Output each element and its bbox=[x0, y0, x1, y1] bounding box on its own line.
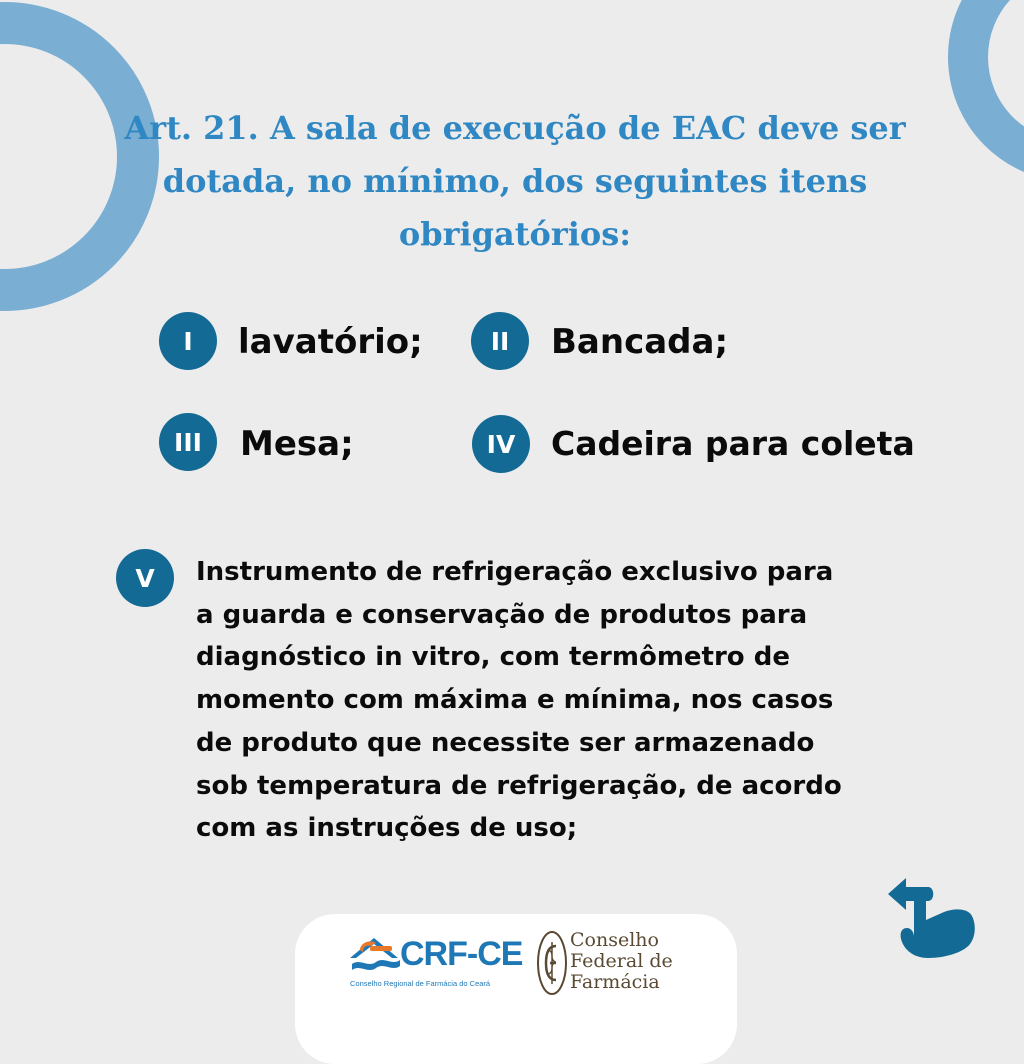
numeral-badge-i: I bbox=[159, 312, 217, 370]
crf-house-icon bbox=[346, 934, 402, 978]
numeral-badge-ii: II bbox=[471, 312, 529, 370]
article-title: Art. 21. A sala de execução de EAC deve ser dotada, no mínimo, dos seguintes itens obrigatórios: bbox=[124, 109, 906, 253]
item-cadeira: Cadeira para coleta bbox=[551, 424, 915, 463]
cff-name: Conselho Federal de Farmácia bbox=[570, 929, 673, 993]
numeral-badge-v: V bbox=[116, 549, 174, 607]
numeral-badge-iii: III bbox=[159, 413, 217, 471]
swipe-left-hand-icon bbox=[884, 872, 978, 960]
numeral-badge-iv: IV bbox=[472, 415, 530, 473]
cff-emblem-icon bbox=[536, 930, 568, 996]
decorative-ring-right bbox=[948, 0, 1024, 182]
crf-ce-logo bbox=[346, 932, 523, 992]
item-v-text: Instrumento de refrigeração exclusivo para a guarda e conservação de produtos para diagnóstico in vitro, com termômetro de momento com máxima e mínima, nos casos de produto que necessite ser armazenado sob temperatura de refrigeração, de acordo com as instruções de uso; bbox=[196, 557, 842, 844]
item-lavatorio: lavatório; bbox=[238, 322, 423, 362]
item-bancada: Bancada; bbox=[551, 322, 729, 362]
crf-ce-subtitle: Conselho Regional de Farmácia do Ceará bbox=[350, 979, 491, 988]
crf-ce-name: CRF-CE bbox=[400, 935, 523, 973]
cff-logo bbox=[536, 930, 686, 996]
item-mesa: Mesa; bbox=[240, 424, 354, 464]
